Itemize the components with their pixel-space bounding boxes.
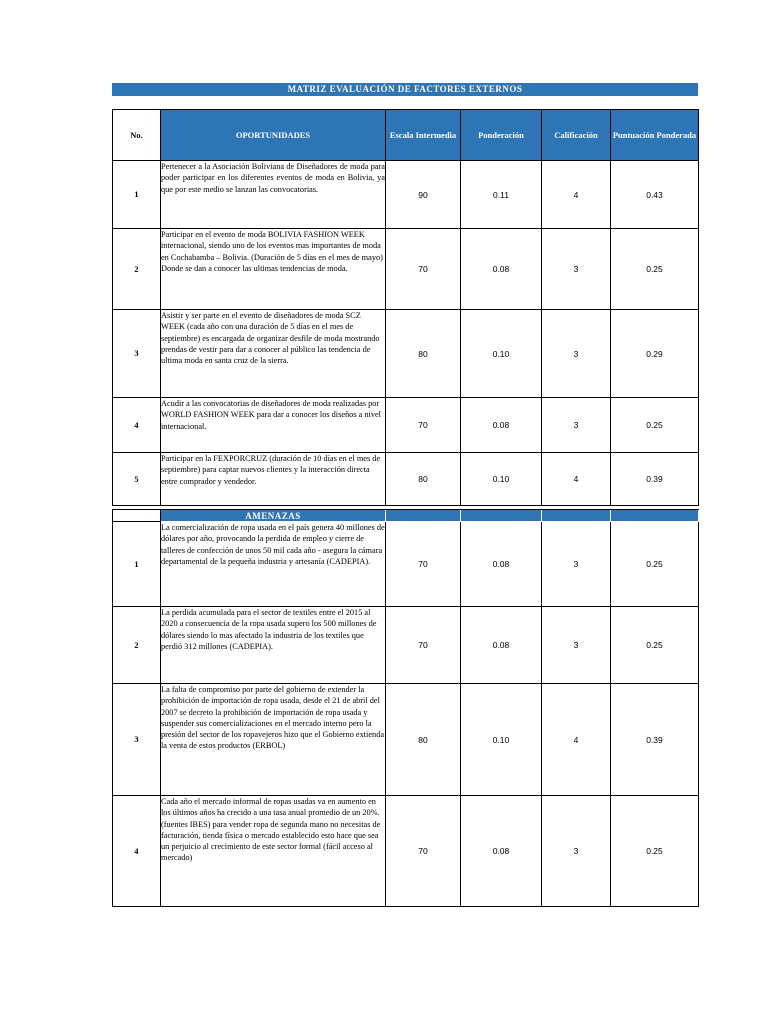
puntuacion-value: 0.25 <box>611 607 699 684</box>
ponderacion-value: 0.08 <box>461 796 542 907</box>
puntuacion-value: 0.39 <box>611 453 699 506</box>
row-number: 3 <box>113 310 161 398</box>
header-ponderacion: Ponderación <box>461 110 542 161</box>
escala-value: 80 <box>386 453 461 506</box>
ponderacion-value: 0.10 <box>461 684 542 796</box>
table-row <box>113 796 699 907</box>
row-number: 1 <box>113 522 161 607</box>
header-calificacion: Calificación <box>542 110 611 161</box>
escala-value: 70 <box>386 796 461 907</box>
calificacion-value: 3 <box>542 310 611 398</box>
ponderacion-value: 0.08 <box>461 398 542 453</box>
row-number: 4 <box>113 796 161 907</box>
calificacion-value: 3 <box>542 398 611 453</box>
factor-description: La perdida acumulada para el sector de textiles entre el 2015 al 2020 a consecuencia de la ropa usada supero los 500 millones de dólares siendo lo mas afectado la industria de los textiles que perdió 312 millones (CADEPIA). <box>161 607 386 684</box>
matrix-title: MATRIZ EVALUACIÓN DE FACTORES EXTERNOS <box>112 83 698 96</box>
ponderacion-value: 0.10 <box>461 453 542 506</box>
amenazas-label: AMENAZAS <box>161 510 386 522</box>
factor-description: Participar en el evento de moda BOLIVIA FASHION WEEK internacional, siendo uno de los eventos mas importantes de moda en Cochabamba – Bolivia. (Duración de 5 días en el mes de mayo) Donde se dan a conocer las ultimas tendencias de moda. <box>161 229 386 310</box>
puntuacion-value: 0.25 <box>611 398 699 453</box>
puntuacion-value: 0.25 <box>611 522 699 607</box>
calificacion-value: 3 <box>542 229 611 310</box>
row-number: 5 <box>113 453 161 506</box>
factor-description: Pertenecer a la Asociación Boliviana de Diseñadores de moda para poder participar en los diferentes eventos de moda en Bolivia, ya que por este medio se lanzan las convocatorias. <box>161 161 386 229</box>
ponderacion-value: 0.08 <box>461 607 542 684</box>
puntuacion-value: 0.25 <box>611 229 699 310</box>
factor-description: Asistir y ser parte en el evento de diseñadores de moda SCZ WEEK (cada año con una duración de 5 días en el mes de septiembre) es encargada de organizar desfile de moda mostrando prendas de vestir para dar a conocer al público las tendencia de ultima moda en santa cruz de la sierra. <box>161 310 386 398</box>
escala-value: 70 <box>386 607 461 684</box>
escala-value: 80 <box>386 310 461 398</box>
row-number: 2 <box>113 607 161 684</box>
row-number: 4 <box>113 398 161 453</box>
table-row <box>113 398 699 453</box>
factor-description: Cada año el mercado informal de ropas usadas va en aumento en los últimos años ha crecido a una tasa anual promedio de un 20%. (fuentes IBES) para vender ropa de segunda mano no necesitas de facturación, tienda física o mercado establecido esto hace que sea un perjuicio al crecimiento de este sector formal (fácil acceso al mercado) <box>161 796 386 907</box>
calificacion-value: 4 <box>542 684 611 796</box>
amenazas-section-header <box>113 510 699 522</box>
ponderacion-value: 0.08 <box>461 522 542 607</box>
table-row <box>113 607 699 684</box>
puntuacion-value: 0.43 <box>611 161 699 229</box>
table-row <box>113 522 699 607</box>
table-row <box>113 310 699 398</box>
ponderacion-value: 0.11 <box>461 161 542 229</box>
table-row <box>113 684 699 796</box>
ponderacion-value: 0.08 <box>461 229 542 310</box>
calificacion-value: 3 <box>542 607 611 684</box>
factor-description: Acudir a las convocatorias de diseñadores de moda realizadas por WORLD FASHION WEEK para dar a conocer los diseños a nivel internacional. <box>161 398 386 453</box>
puntuacion-value: 0.29 <box>611 310 699 398</box>
escala-value: 70 <box>386 398 461 453</box>
row-number: 3 <box>113 684 161 796</box>
header-no: No. <box>113 110 161 161</box>
table-row <box>113 161 699 229</box>
row-number: 1 <box>113 161 161 229</box>
table-row <box>113 453 699 506</box>
calificacion-value: 4 <box>542 161 611 229</box>
factor-description: La comercialización de ropa usada en el país genera 40 millones de dólares por año, provocando la perdida de empleo y cierre de talleres de confección de unos 50 mil cada año - asegura la cámara departamental de la pequeña industria y artesanía (CADEPIA). <box>161 522 386 607</box>
header-oportunidades: OPORTUNIDADES <box>161 110 386 161</box>
escala-value: 80 <box>386 684 461 796</box>
factor-description: La falta de compromiso por parte del gobierno de extender la prohibición de importación de ropa usada, desde el 21 de abril del 2007 se decreto la prohibición de importación de ropa usada y suspender sus comercializaciones en el mercado interno pero la presión del sector de los ropavejeros hizo que el Gobierno extienda la venta de estos productos (ERBOL) <box>161 684 386 796</box>
puntuacion-value: 0.25 <box>611 796 699 907</box>
calificacion-value: 3 <box>542 796 611 907</box>
header-escala: Escala Intermedia <box>386 110 461 161</box>
factors-matrix-table <box>112 109 699 907</box>
header-row <box>113 110 699 161</box>
table-row <box>113 229 699 310</box>
calificacion-value: 4 <box>542 453 611 506</box>
header-puntuacion: Puntuación Ponderada <box>611 110 699 161</box>
escala-value: 70 <box>386 229 461 310</box>
escala-value: 70 <box>386 522 461 607</box>
puntuacion-value: 0.39 <box>611 684 699 796</box>
row-number: 2 <box>113 229 161 310</box>
ponderacion-value: 0.10 <box>461 310 542 398</box>
factor-description: Participar en la FEXPORCRUZ (duración de 10 días en el mes de septiembre) para captar nuevos clientes y la interacción directa entre comprador y vendedor. <box>161 453 386 506</box>
calificacion-value: 3 <box>542 522 611 607</box>
escala-value: 90 <box>386 161 461 229</box>
